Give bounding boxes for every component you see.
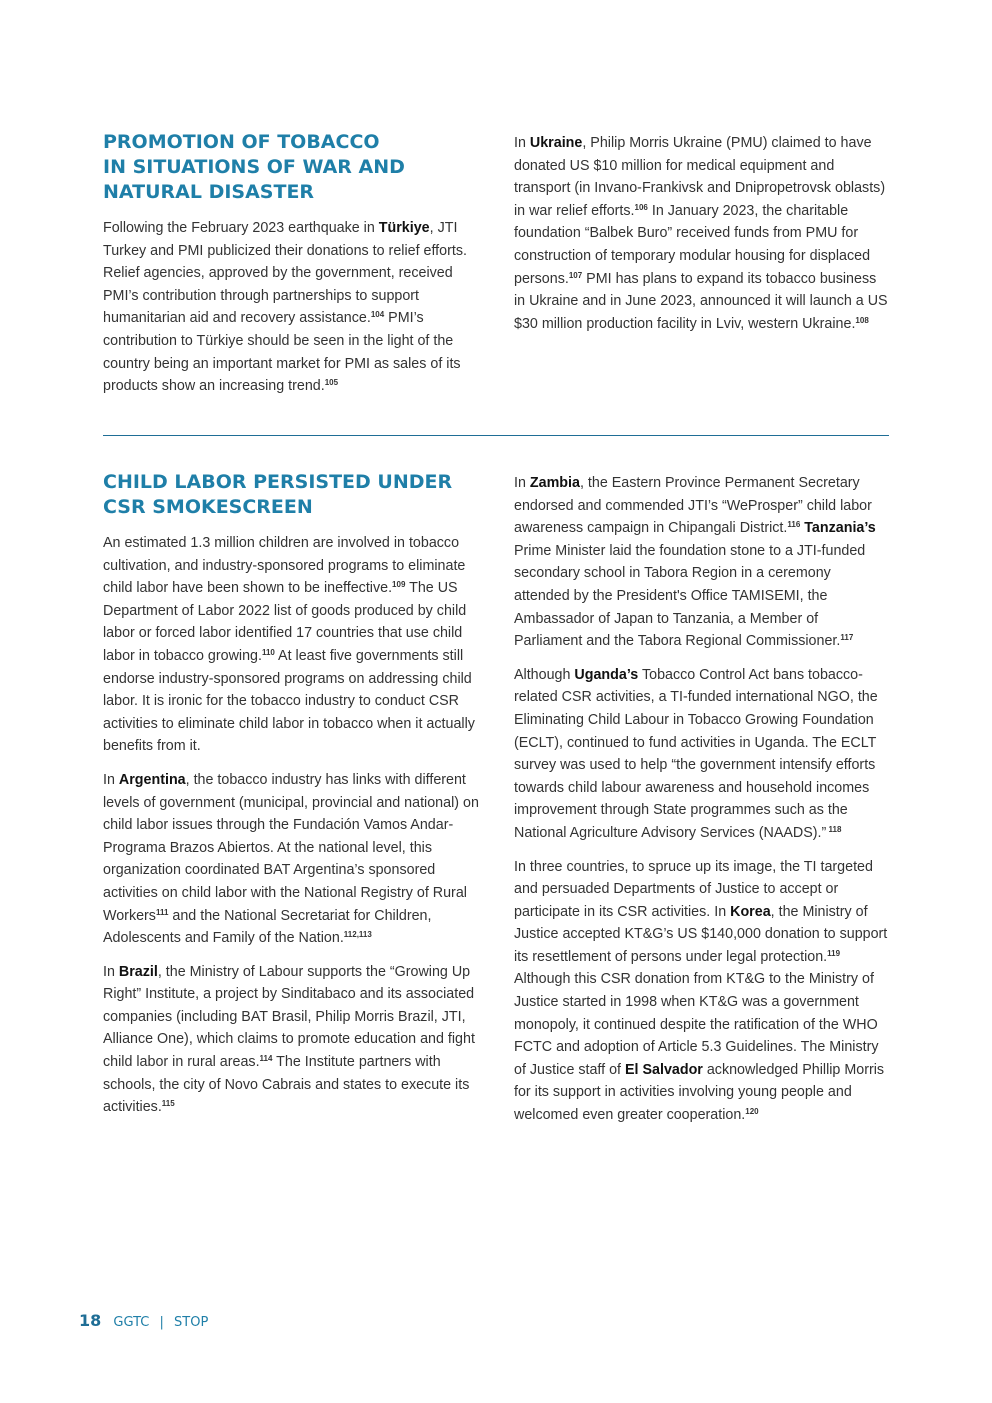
body-paragraph: In Ukraine, Philip Morris Ukraine (PMU) claimed to have donated US $10 million for medical equipment and transport (in Invano-Frankivsk and Dnipropetrovsk oblasts) in war relief efforts.$^{106}$ In January 2023, the charitable foundation “Balbek Buro” received funds from PMU for construction of temporary modular housing for displaced persons.$^{107}$ PMI has plans to expand its tobacco business in Ukraine and in June 2023, announced it will launch a US $30 million production facility in Lviv, western Ukraine.$^{108}$ — [514, 135, 888, 332]
section1-left-column — [103, 130, 479, 409]
section1-left-body — [103, 217, 479, 398]
bold-term: Ukraine — [529, 135, 583, 151]
body-paragraph: An estimated 1.3 million children are involved in tobacco cultivation, and industry-sponsored programs to eliminate child labor have been shown to be ineffective.$^{109}$ The US Department of Labor 2022 list of goods produced by child labor or forced labor identified 17 countries that use child labor in tobacco growing.$^{110}$ At least five governments still endorse industry-sponsored programs on addressing child labor. It is ironic for the tobacco industry to conduct CSR activities to eliminate child labor in tobacco when it actually benefits from it. — [103, 535, 475, 755]
section1-right-body — [514, 132, 890, 335]
footnote-ref: 109 — [392, 580, 406, 590]
footnote-ref: 105 — [324, 378, 339, 388]
bold-term: Tanzania’s — [804, 520, 876, 537]
footnote-ref: 106 — [634, 202, 648, 212]
footnote-ref: 107 — [568, 270, 583, 280]
footnote-ref: 110 — [261, 647, 275, 657]
footnote-ref: 115 — [161, 1099, 175, 1109]
heading-line: CSR SMOKESCREEN — [103, 496, 313, 518]
heading-line: NATURAL DISASTER — [103, 181, 315, 203]
footer-separator: | — [159, 1315, 164, 1330]
section2-heading — [103, 470, 479, 520]
section1-heading — [103, 130, 479, 205]
bold-term: Brazil — [118, 963, 158, 980]
footnote-ref: 120 — [745, 1107, 759, 1117]
footnote-ref: 104 — [370, 310, 385, 320]
heading-line: CHILD LABOR PERSISTED UNDER — [103, 471, 453, 493]
footnote-ref: 111 — [155, 907, 169, 917]
bold-term: Uganda’s — [574, 666, 639, 683]
page-footer — [79, 1311, 208, 1330]
body-paragraph: Following the February 2023 earthquake in Türkiye, JTI Turkey and PMI publicized their donations to relief efforts. Relief agencies, approved by the government, received PMI’s contribution through partnerships to support humanitarian aid and recovery assistance.$^{104}$ PMI’s contribution to Türkiye should be seen in the light of the country being an important market for PMI as sales of its products show an increasing trend.$^{105}$ — [103, 220, 467, 395]
body-paragraph: In Brazil, the Ministry of Labour supports the “Growing Up Right” Institute, a project by Sinditabaco and its associated companies (including BAT Brasil, Philip Morris Brazil, JTI, Alliance One), which claims to promote education and fight child labor in rural areas.$^{114}$ The Institute partners with schools, the city of Novo Cabrais and states to execute its activities.$^{115}$ — [103, 963, 475, 1116]
body-paragraph: In Zambia, the Eastern Province Permanent Secretary endorsed and commended JTI’s “WeProsper” child labor awareness campaign in Chipangali District.$^{116}$ Tanzania’s Prime Minister laid the foundation stone to a JTI-funded secondary school in Tabora Region in a ceremony attended by the President's Office TAMISEMI, the Ambassador of Japan to Tanzania, a Member of Parliament and the Tabora Regional Commissioner.$^{117}$ — [514, 475, 876, 650]
bold-term: Korea — [730, 903, 771, 920]
footnote-ref: 118 — [826, 824, 842, 834]
section2-right-body — [514, 472, 890, 1127]
bold-term: Türkiye — [378, 220, 430, 236]
footnote-ref: 116 — [787, 520, 801, 530]
footnote-ref: 112,113 — [343, 930, 372, 940]
bold-term: Zambia — [529, 475, 580, 491]
body-paragraph: In three countries, to spruce up its image, the TI targeted and persuaded Departments of Justice to accept or participate in its CSR activities. In Korea, the Ministry of Justice accepted KT&G’s US $140,000 donation to support its resettlement of persons under legal protection.$^{119}$ Although this CSR donation from KT&G to the Ministry of Justice started in 1998 when KT&G was a government monopoly, it continued despite the ratification of the WHO FCTC and adoption of Article 5.3 Guidelines. The Ministry of Justice staff of El Salvador acknowledged Phillip Morris for its support in activities involving young people and welcomed even greater cooperation.$^{120}$ — [514, 858, 888, 1124]
page-number: 18 — [79, 1311, 102, 1330]
footnote-ref: 114 — [259, 1054, 273, 1064]
footnote-ref: 119 — [827, 948, 841, 958]
heading-line: PROMOTION OF TOBACCO — [103, 131, 380, 153]
section-divider — [103, 435, 889, 436]
section2-left-column — [103, 470, 479, 1130]
body-paragraph: In Argentina, the tobacco industry has links with different levels of government (municipal, provincial and national) on child labor issues through the Fundación Vamos Andar-Programa Brazos Abiertos. At the national level, this organization coordinated BAT Argentina’s sponsored activities on child labor with the National Registry of Rural Workers$^{111}$ and the National Secretariat for Children, Adolescents and Family of the Nation.$^{112,113}$ — [103, 771, 479, 947]
body-paragraph: Although Uganda’s Tobacco Control Act bans tobacco-related CSR activities, a TI-funded international NGO, the Eliminating Child Labour in Tobacco Growing Foundation (ECLT), continued to fund activities in Uganda. The ECLT survey was used to help “the government intensify efforts towards child labour awareness and household incomes improvement through State programmes such as the National Agriculture Advisory Services (NAADS).” $^{118}$ — [514, 666, 878, 841]
footer-label: STOP — [174, 1315, 209, 1330]
section2-left-body — [103, 532, 479, 1119]
section2-right-column — [514, 472, 890, 1138]
footnote-ref: 108 — [855, 315, 869, 325]
footnote-ref: 117 — [840, 633, 854, 643]
section1-right-column — [514, 132, 890, 346]
bold-term: Argentina — [118, 771, 186, 788]
footer-org: GGTC — [113, 1315, 150, 1330]
bold-term: El Salvador — [625, 1061, 703, 1078]
heading-line: IN SITUATIONS OF WAR AND — [103, 156, 405, 178]
